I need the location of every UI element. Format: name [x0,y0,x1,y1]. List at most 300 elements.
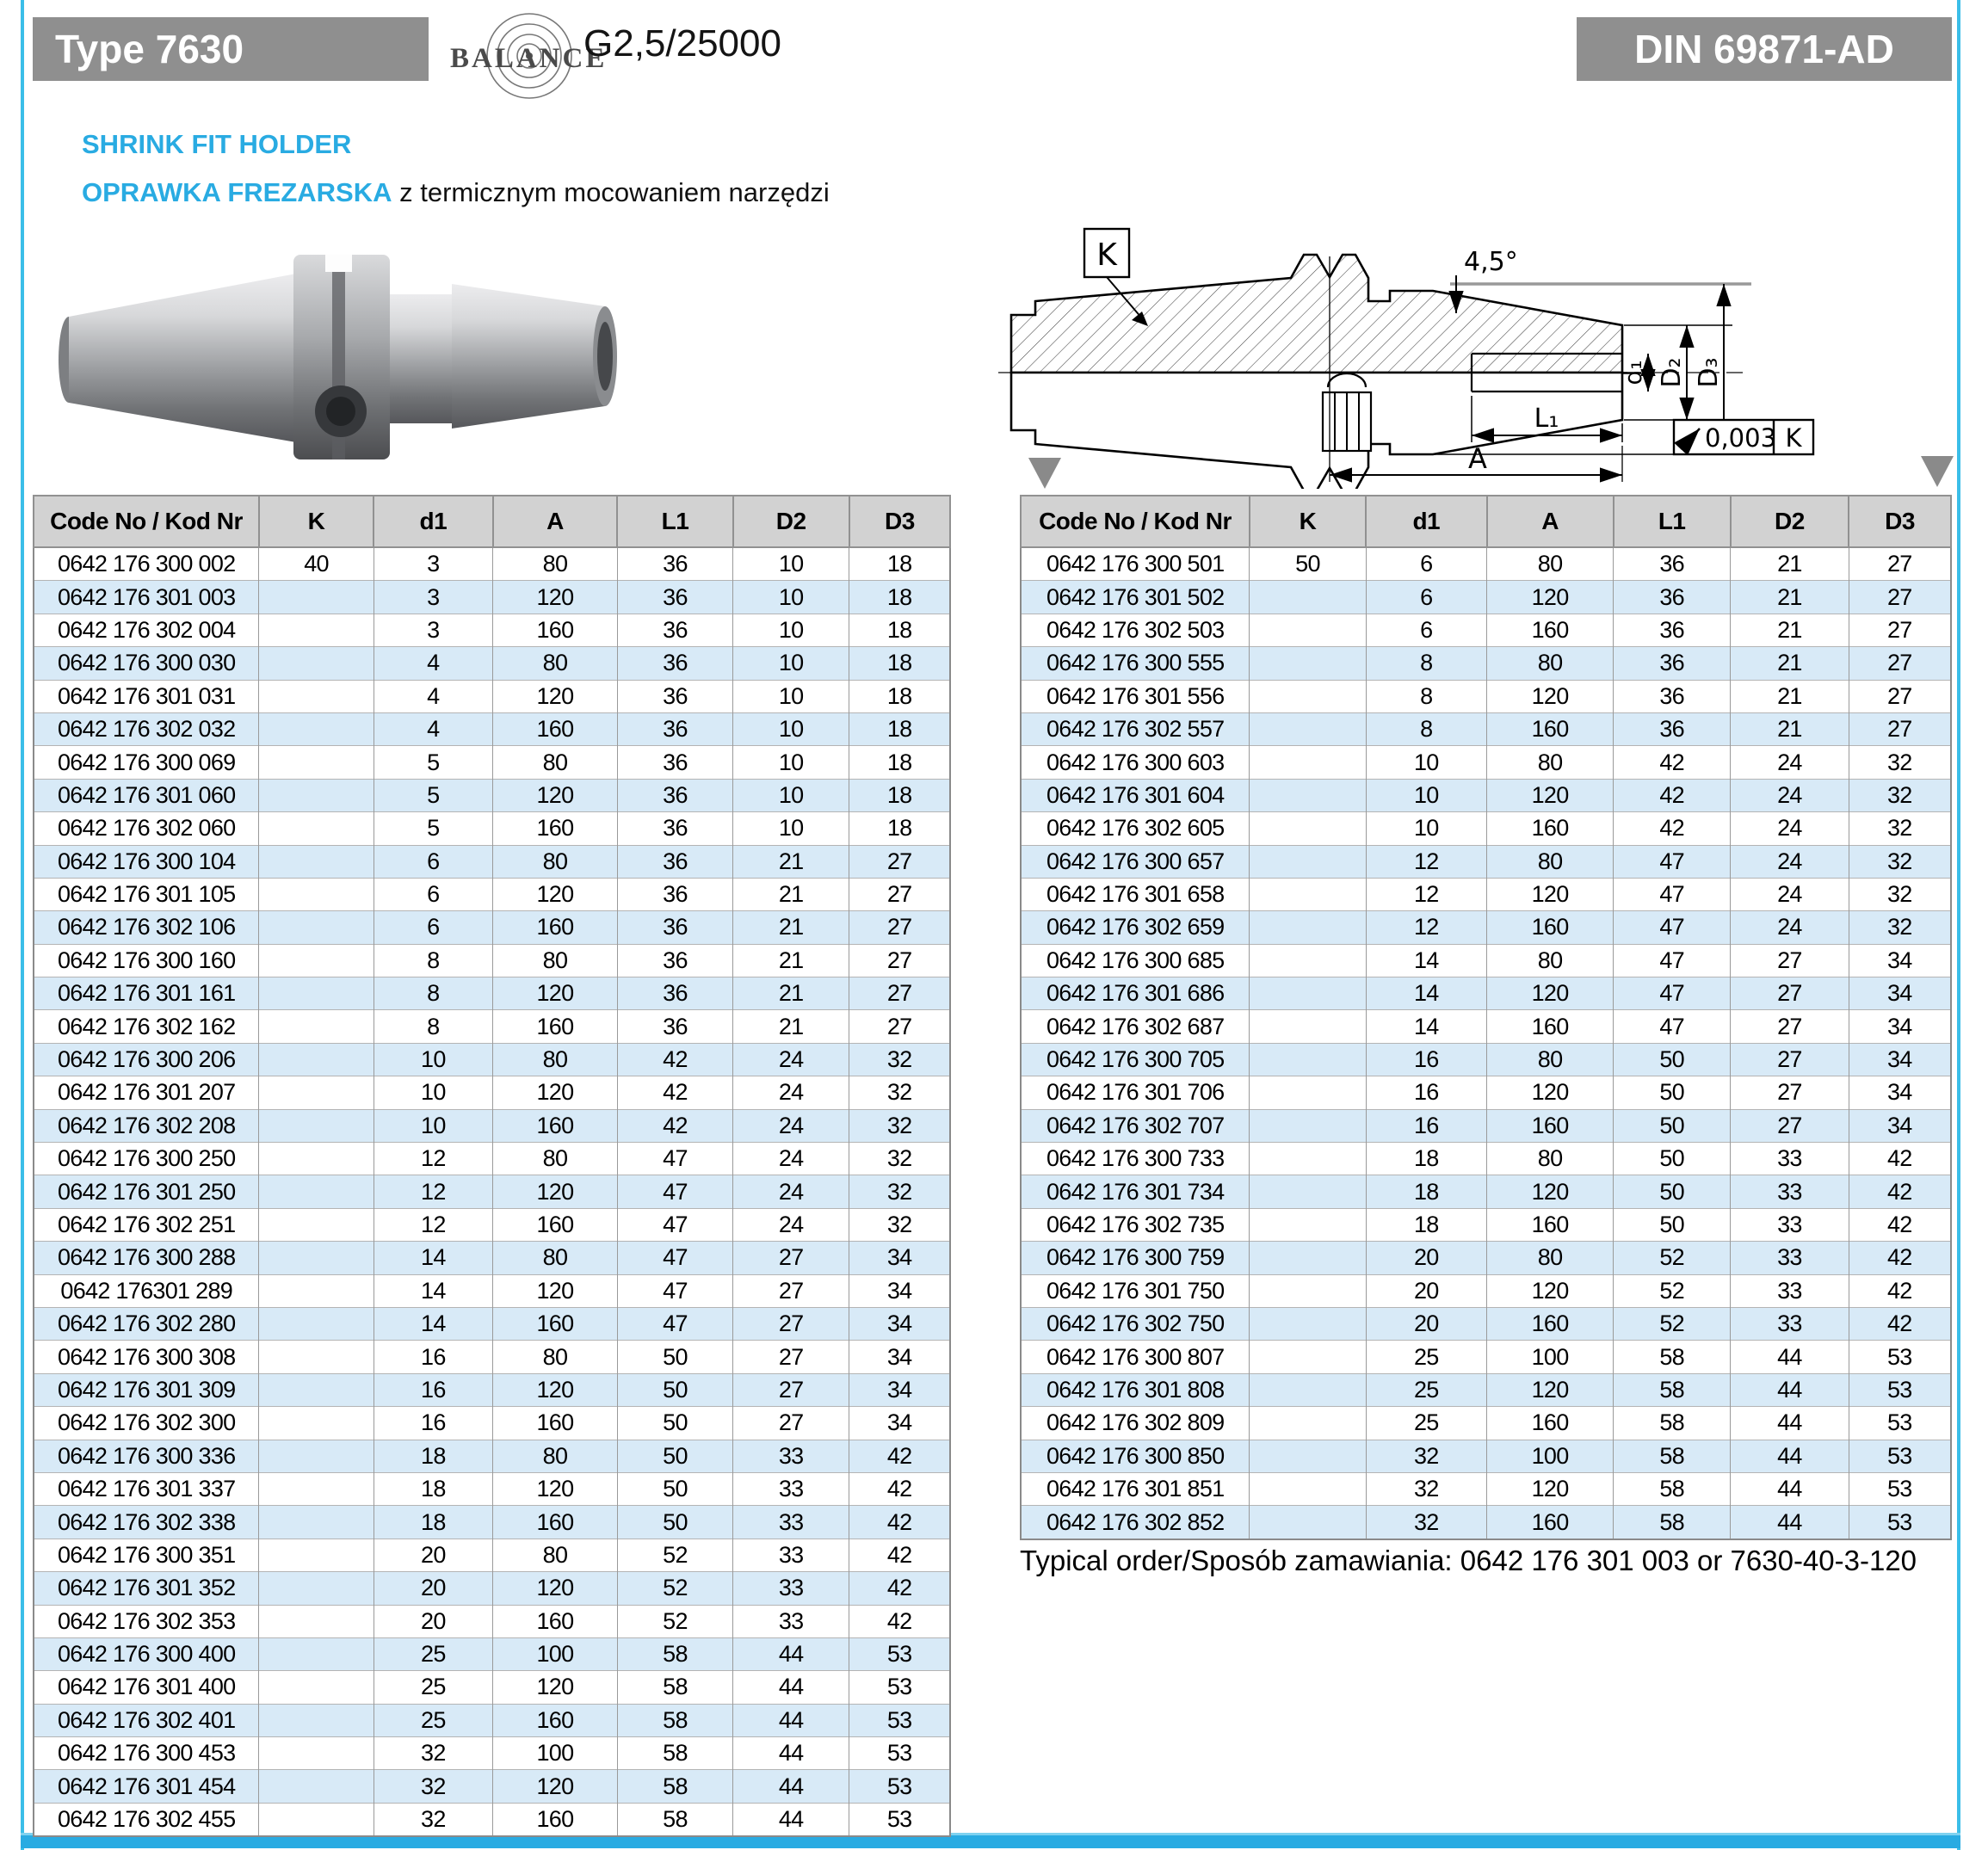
value-cell: 44 [1731,1440,1849,1472]
value-cell: 120 [493,1671,618,1704]
value-cell: 16 [374,1373,492,1406]
value-cell: 18 [849,779,950,811]
table-row [34,911,950,944]
value-cell [1250,1307,1366,1340]
code-cell: 0642 176 300 501 [1021,547,1250,581]
value-cell: 36 [1614,647,1731,680]
value-cell: 18 [1366,1143,1487,1175]
code-cell: 0642 176 301 808 [1021,1373,1250,1406]
value-cell: 8 [374,944,492,977]
code-cell: 0642 176 302 338 [34,1506,259,1539]
code-cell: 0642 176 302 503 [1021,614,1250,646]
value-cell: 36 [617,581,732,614]
value-cell [259,1737,374,1770]
value-cell: 50 [1614,1175,1731,1208]
value-cell: 25 [374,1704,492,1736]
value-cell: 34 [1849,1010,1951,1043]
value-cell [1250,1506,1366,1539]
table-row [1021,1506,1951,1539]
value-cell: 52 [1614,1274,1731,1307]
value-cell: 27 [849,944,950,977]
value-cell: 21 [1731,680,1849,712]
code-cell: 0642 176 300 759 [1021,1242,1250,1274]
value-cell: 44 [1731,1341,1849,1373]
value-cell: 14 [1366,977,1487,1010]
value-cell: 120 [493,1175,618,1208]
table-row [1021,1407,1951,1440]
value-cell: 80 [493,845,618,878]
value-cell [259,1572,374,1605]
value-cell [1250,1373,1366,1406]
code-cell: 0642 176 300 206 [34,1043,259,1076]
table-row [34,1572,950,1605]
value-cell: 44 [733,1704,849,1736]
code-cell: 0642 176 301 604 [1021,779,1250,811]
table-row [34,1472,950,1505]
table-row [34,845,950,878]
value-cell: 53 [849,1803,950,1836]
table-row [1021,1109,1951,1142]
code-cell: 0642 176 301 161 [34,977,259,1010]
value-cell [1250,581,1366,614]
table-row [1021,977,1951,1010]
subtitle-polish-highlight: OPRAWKA FREZARSKA [82,177,392,207]
value-cell: 47 [1614,878,1731,910]
value-cell [1250,1043,1366,1076]
value-cell: 53 [1849,1472,1951,1505]
table-row [34,581,950,614]
value-cell: 47 [1614,911,1731,944]
value-cell: 120 [1487,1373,1614,1406]
value-cell: 27 [849,977,950,1010]
value-cell [259,779,374,811]
code-cell: 0642 176 302 852 [1021,1506,1250,1539]
code-cell: 0642 176 301 250 [34,1175,259,1208]
value-cell: 50 [617,1407,732,1440]
value-cell: 14 [1366,1010,1487,1043]
value-cell: 50 [1250,547,1366,581]
value-cell: 24 [1731,812,1849,845]
code-cell: 0642 176 302 208 [34,1109,259,1142]
code-cell: 0642 176 300 288 [34,1242,259,1274]
value-cell: 50 [1614,1143,1731,1175]
code-cell: 0642 176 301 556 [1021,680,1250,712]
value-cell: 24 [1731,746,1849,779]
table-row [1021,1010,1951,1043]
table-row [34,1143,950,1175]
value-cell: 36 [617,1010,732,1043]
value-cell: 47 [617,1208,732,1241]
value-cell: 120 [493,1076,618,1109]
value-cell: 120 [1487,1076,1614,1109]
value-cell: 32 [374,1770,492,1803]
value-cell: 18 [1366,1208,1487,1241]
value-cell: 14 [1366,944,1487,977]
code-cell: 0642 176 302 687 [1021,1010,1250,1043]
value-cell: 58 [1614,1373,1731,1406]
value-cell [259,1076,374,1109]
code-cell: 0642 176 301 003 [34,581,259,614]
value-cell: 32 [1849,878,1951,910]
value-cell: 53 [849,1671,950,1704]
value-cell: 42 [849,1440,950,1472]
value-cell: 16 [1366,1109,1487,1142]
value-cell [1250,1076,1366,1109]
value-cell: 42 [1849,1143,1951,1175]
value-cell: 20 [374,1572,492,1605]
value-cell: 36 [617,746,732,779]
value-cell [259,1440,374,1472]
value-cell: 44 [1731,1506,1849,1539]
code-cell: 0642 176 300 603 [1021,746,1250,779]
table-row [34,1175,950,1208]
value-cell: 53 [1849,1341,1951,1373]
value-cell: 120 [1487,878,1614,910]
value-cell: 32 [374,1737,492,1770]
value-cell: 36 [1614,581,1731,614]
table-row [34,878,950,910]
balance-label: BALANCE [450,43,608,74]
value-cell: 42 [849,1506,950,1539]
value-cell [1250,1143,1366,1175]
value-cell: 27 [849,1010,950,1043]
value-cell: 58 [1614,1341,1731,1373]
value-cell [259,878,374,910]
value-cell: 20 [374,1605,492,1637]
value-cell: 32 [849,1175,950,1208]
value-cell [1250,911,1366,944]
value-cell: 58 [617,1803,732,1836]
value-cell: 53 [1849,1373,1951,1406]
value-cell: 52 [617,1605,732,1637]
value-cell: 5 [374,779,492,811]
value-cell: 44 [1731,1472,1849,1505]
value-cell [1250,1175,1366,1208]
value-cell [259,1506,374,1539]
dim-d3-label: D₃ [1694,357,1724,388]
value-cell: 36 [1614,680,1731,712]
value-cell: 80 [1487,746,1614,779]
holder-section-lower [1011,373,1622,489]
code-cell: 0642 176 300 351 [34,1539,259,1571]
value-cell [1250,812,1366,845]
value-cell: 6 [1366,547,1487,581]
column-header: D2 [1731,496,1849,547]
continuation-triangle-icon [1921,456,1954,487]
value-cell [1250,1472,1366,1505]
value-cell: 58 [617,1637,732,1670]
value-cell: 10 [733,547,849,581]
value-cell: 18 [1366,1175,1487,1208]
value-cell [259,1671,374,1704]
value-cell: 27 [1731,977,1849,1010]
value-cell: 120 [1487,977,1614,1010]
value-cell: 10 [733,647,849,680]
value-cell [1250,845,1366,878]
value-cell: 80 [493,1143,618,1175]
value-cell: 6 [374,911,492,944]
value-cell [1250,878,1366,910]
value-cell [1250,647,1366,680]
code-cell: 0642 176 300 336 [34,1440,259,1472]
code-cell: 0642 176301 289 [34,1274,259,1307]
value-cell [259,712,374,745]
table-row [1021,1307,1951,1340]
value-cell: 80 [1487,1043,1614,1076]
value-cell: 80 [1487,845,1614,878]
technical-drawing [985,205,1975,489]
value-cell: 120 [493,1373,618,1406]
value-cell: 80 [493,647,618,680]
value-cell: 12 [1366,911,1487,944]
value-cell [1250,1407,1366,1440]
table-row [1021,547,1951,581]
value-cell: 20 [1366,1242,1487,1274]
table-row [1021,1274,1951,1307]
table-row [34,1307,950,1340]
value-cell: 18 [374,1506,492,1539]
value-cell [259,1472,374,1505]
value-cell: 47 [617,1143,732,1175]
value-cell: 14 [374,1274,492,1307]
code-cell: 0642 176 300 002 [34,547,259,581]
runout-value: 0,003 [1705,423,1777,453]
value-cell [259,1242,374,1274]
column-header: Code No / Kod Nr [34,496,259,547]
value-cell: 160 [493,1803,618,1836]
value-cell [1250,944,1366,977]
value-cell: 21 [733,977,849,1010]
value-cell: 160 [493,712,618,745]
continuation-triangle-icon [1028,458,1061,489]
value-cell: 18 [374,1472,492,1505]
table-row [1021,812,1951,845]
column-header: A [493,496,618,547]
value-cell: 44 [1731,1373,1849,1406]
code-cell: 0642 176 301 686 [1021,977,1250,1010]
value-cell: 120 [493,1770,618,1803]
value-cell: 80 [493,944,618,977]
value-cell: 18 [849,614,950,646]
value-cell: 24 [733,1076,849,1109]
value-cell: 27 [733,1373,849,1406]
value-cell: 58 [1614,1506,1731,1539]
table-row [34,680,950,712]
table-row [34,1440,950,1472]
value-cell [259,1143,374,1175]
value-cell: 33 [1731,1307,1849,1340]
value-cell: 42 [849,1572,950,1605]
table-row [1021,746,1951,779]
column-header: d1 [1366,496,1487,547]
value-cell: 120 [1487,581,1614,614]
value-cell: 18 [849,712,950,745]
value-cell [259,614,374,646]
value-cell: 27 [733,1274,849,1307]
value-cell: 42 [849,1472,950,1505]
value-cell: 10 [733,581,849,614]
value-cell: 10 [733,746,849,779]
value-cell: 42 [1849,1208,1951,1241]
table-row [1021,1143,1951,1175]
value-cell: 32 [1849,911,1951,944]
table-row [34,1407,950,1440]
value-cell: 10 [733,680,849,712]
code-cell: 0642 176 302 659 [1021,911,1250,944]
value-cell: 32 [1849,746,1951,779]
value-cell: 36 [617,878,732,910]
value-cell: 10 [1366,812,1487,845]
dim-l1-label: L₁ [1534,404,1559,434]
value-cell: 32 [1849,779,1951,811]
value-cell: 4 [374,712,492,745]
value-cell: 50 [1614,1208,1731,1241]
value-cell: 10 [374,1109,492,1142]
code-cell: 0642 176 300 453 [34,1737,259,1770]
value-cell: 160 [1487,614,1614,646]
value-cell: 21 [1731,712,1849,745]
value-cell [1250,712,1366,745]
code-cell: 0642 176 301 502 [1021,581,1250,614]
value-cell [259,1770,374,1803]
value-cell: 32 [1849,845,1951,878]
datum-k-label: K [1096,237,1117,273]
value-cell: 6 [374,878,492,910]
code-cell: 0642 176 302 455 [34,1803,259,1836]
value-cell: 160 [1487,1208,1614,1241]
value-cell [259,1637,374,1670]
value-cell [1250,746,1366,779]
value-cell: 160 [493,1010,618,1043]
value-cell: 24 [1731,845,1849,878]
code-cell: 0642 176 302 353 [34,1605,259,1637]
value-cell: 21 [733,1010,849,1043]
value-cell: 42 [849,1605,950,1637]
value-cell [1250,1440,1366,1472]
value-cell: 33 [733,1572,849,1605]
value-cell: 53 [849,1704,950,1736]
value-cell: 58 [1614,1407,1731,1440]
value-cell: 21 [733,845,849,878]
value-cell: 50 [1614,1109,1731,1142]
value-cell: 36 [617,911,732,944]
value-cell: 42 [1614,779,1731,811]
value-cell: 18 [374,1440,492,1472]
value-cell: 36 [617,547,732,581]
table-row [1021,1341,1951,1373]
value-cell: 27 [733,1341,849,1373]
value-cell: 120 [493,878,618,910]
value-cell: 120 [493,680,618,712]
value-cell: 42 [1614,746,1731,779]
code-cell: 0642 176 300 555 [1021,647,1250,680]
code-cell: 0642 176 301 337 [34,1472,259,1505]
value-cell [1250,1010,1366,1043]
value-cell: 5 [374,746,492,779]
value-cell [259,1803,374,1836]
value-cell [259,1539,374,1571]
value-cell: 27 [1849,647,1951,680]
value-cell: 25 [374,1671,492,1704]
value-cell: 47 [617,1274,732,1307]
column-header: K [259,496,374,547]
value-cell [259,977,374,1010]
value-cell: 32 [849,1109,950,1142]
code-cell: 0642 176 302 750 [1021,1307,1250,1340]
column-header: L1 [617,496,732,547]
value-cell: 34 [1849,944,1951,977]
value-cell [259,1605,374,1637]
value-cell: 18 [849,547,950,581]
value-cell: 8 [1366,647,1487,680]
table-row [34,1274,950,1307]
dim-a-label: A [1468,442,1487,475]
value-cell: 120 [493,1472,618,1505]
column-header: Code No / Kod Nr [1021,496,1250,547]
value-cell [259,944,374,977]
value-cell: 34 [849,1242,950,1274]
value-cell: 120 [1487,1274,1614,1307]
value-cell: 120 [493,779,618,811]
value-cell: 120 [1487,680,1614,712]
table-row [1021,1076,1951,1109]
value-cell [259,845,374,878]
value-cell: 160 [1487,812,1614,845]
value-cell: 21 [733,911,849,944]
value-cell [259,1010,374,1043]
value-cell: 80 [493,746,618,779]
value-cell [259,746,374,779]
column-header: L1 [1614,496,1731,547]
value-cell: 52 [1614,1307,1731,1340]
value-cell: 52 [617,1539,732,1571]
value-cell: 47 [1614,944,1731,977]
value-cell: 27 [849,878,950,910]
value-cell: 80 [493,547,618,581]
value-cell [259,1274,374,1307]
value-cell: 8 [374,1010,492,1043]
value-cell: 80 [1487,944,1614,977]
value-cell: 14 [374,1307,492,1340]
value-cell: 34 [849,1341,950,1373]
code-cell: 0642 176 300 104 [34,845,259,878]
value-cell [259,581,374,614]
table-row [34,1373,950,1406]
table-row [34,1109,950,1142]
value-cell [259,647,374,680]
table-row [34,1637,950,1670]
value-cell: 34 [1849,1076,1951,1109]
value-cell: 10 [1366,746,1487,779]
value-cell [1250,1109,1366,1142]
value-cell: 34 [849,1307,950,1340]
value-cell: 80 [1487,647,1614,680]
value-cell: 32 [1366,1506,1487,1539]
code-cell: 0642 176 302 605 [1021,812,1250,845]
value-cell: 160 [493,1208,618,1241]
code-cell: 0642 176 302 004 [34,614,259,646]
table-row [34,712,950,745]
column-header: K [1250,496,1366,547]
dim-d1-label: d₁ [1619,360,1647,385]
column-header: d1 [374,496,492,547]
value-cell: 34 [849,1274,950,1307]
value-cell: 33 [1731,1274,1849,1307]
balance-spec: G2,5/25000 [583,22,781,65]
value-cell: 18 [849,746,950,779]
value-cell: 3 [374,581,492,614]
value-cell: 32 [1366,1440,1487,1472]
